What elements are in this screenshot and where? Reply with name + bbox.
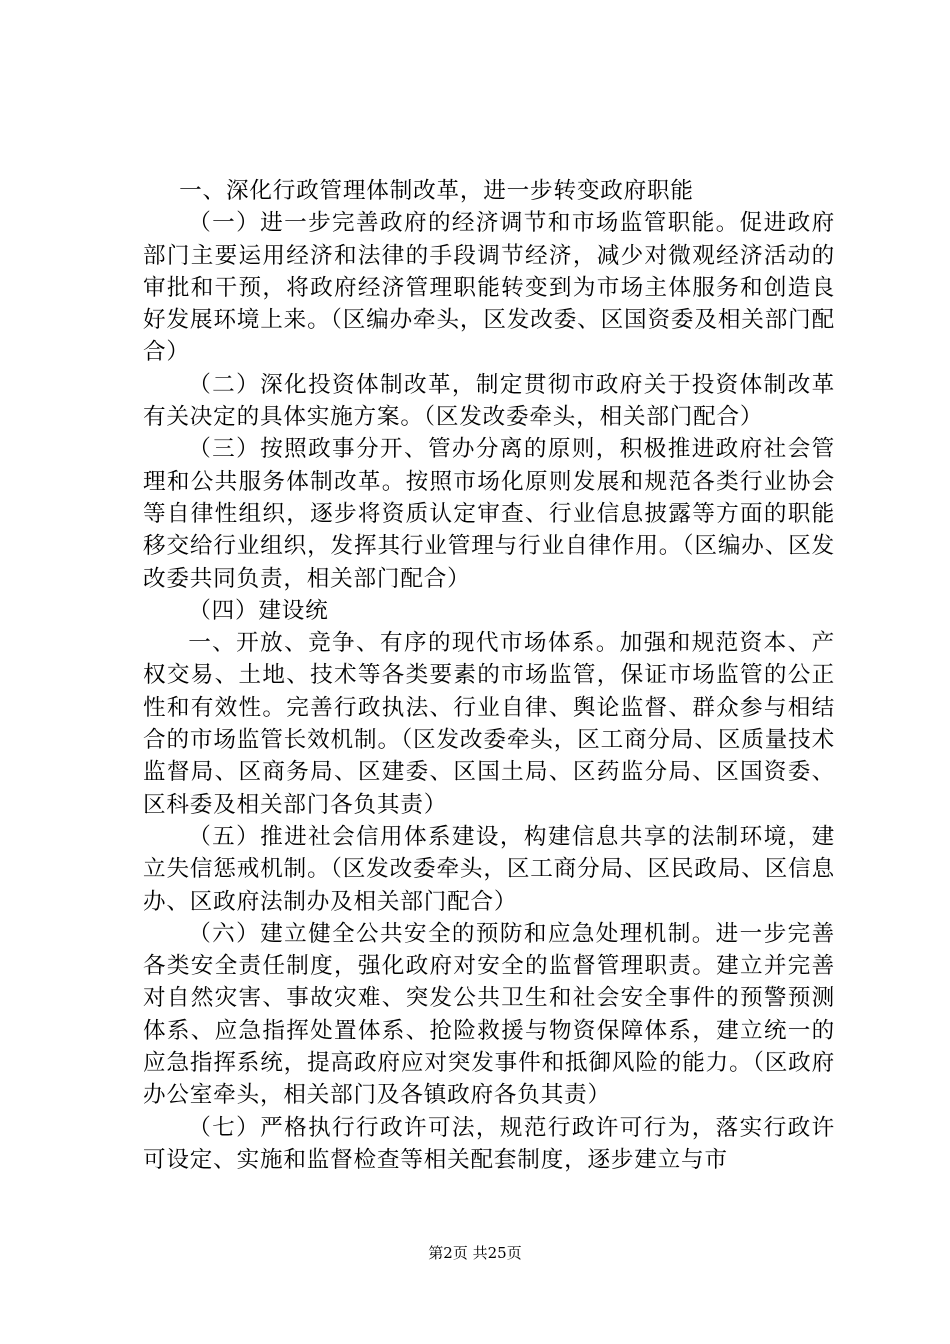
paragraph-5: 一、开放、竞争、有序的现代市场体系。加强和规范资本、产权交易、土地、技术等各类要素的市场监管，保证市场监管的公正性和有效性。完善行政执法、行业自律、舆论监督、群众参与相结合的市场监管长效机制。（区发改委牵头，区工商分局、区质量技术监督局、区商务局、区建委、区国土局、区药监分局、区国资委、区科委及相关部门各负其责） [143, 630, 835, 818]
paragraph-8: （七）严格执行行政许可法，规范行政许可行为，落实行政许可设定、实施和监督检查等相关配套制度，逐步建立与市 [143, 1114, 835, 1173]
paragraph-1: （一）进一步完善政府的经济调节和市场监管职能。促进政府部门主要运用经济和法律的手段调节经济，减少对微观经济活动的审批和干预，将政府经济管理职能转变到为市场主体服务和创造良好发展环境上来。（区编办牵头，区发改委、区国资委及相关部门配合） [143, 210, 835, 366]
paragraph-4: （四）建设统 [188, 597, 329, 624]
paragraph-7: （六）建立健全公共安全的预防和应急处理机制。进一步完善各类安全责任制度，强化政府对安全的监督管理职责。建立并完善对自然灾害、事故灾难、突发公共卫生和社会安全事件的预警预测体系、应急指挥处置体系、抢险救援与物资保障体系，建立统一的应急指挥系统，提高政府应对突发事件和抵御风险的能力。（区政府办公室牵头，相关部门及各镇政府各负其责） [143, 920, 835, 1109]
page-footer: 第2页 共25页 [428, 1244, 522, 1262]
paragraph-2: （二）深化投资体制改革，制定贯彻市政府关于投资体制改革有关决定的具体实施方案。（区发改委牵头，相关部门配合） [143, 371, 835, 431]
section-heading: 一、深化行政管理体制改革，进一步转变政府职能 [179, 178, 694, 204]
paragraph-6: （五）推进社会信用体系建设，构建信息共享的法制环境，建立失信惩戒机制。（区发改委牵头，区工商分局、区民政局、区信息办、区政府法制办及相关部门配合） [143, 823, 835, 915]
document-body [143, 175, 835, 1176]
paragraph-3: （三）按照政事分开、管办分离的原则，积极推进政府社会管理和公共服务体制改革。按照市场化原则发展和规范各类行业协会等自律性组织，逐步将资质认定审查、行业信息披露等方面的职能移交给行业组织，发挥其行业管理与行业自律作用。（区编办、区发改委共同负责，相关部门配合） [143, 436, 835, 592]
